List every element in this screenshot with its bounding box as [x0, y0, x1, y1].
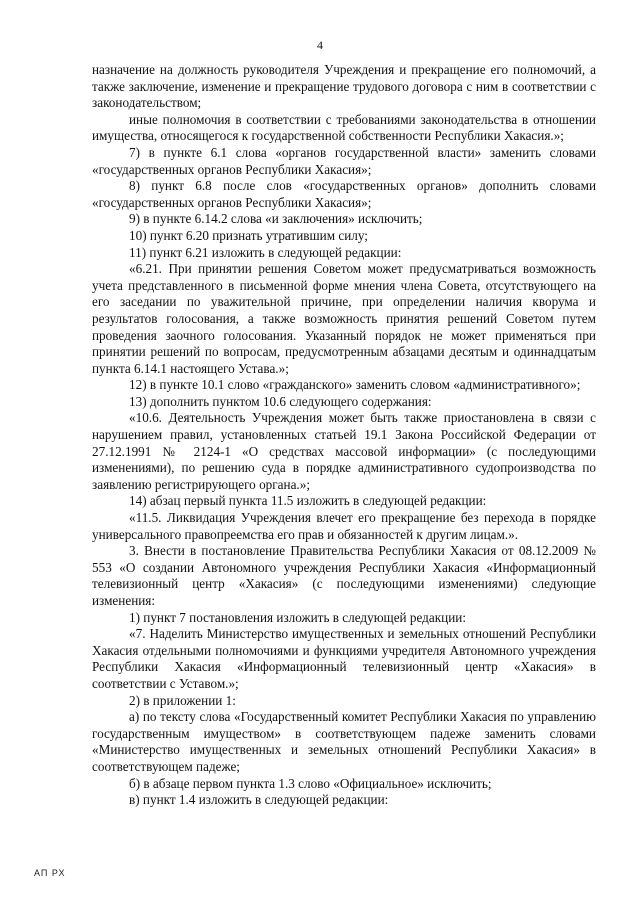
paragraph: 2) в приложении 1: [129, 692, 236, 708]
paragraph: назначение на должность руководителя Учреждения и прекращение его полномочий, а также заключение, изменение и прекращение трудового договора с ним в соответствии с законодательством; [92, 62, 596, 111]
paragraph: 10) пункт 6.20 признать утратившим силу; [129, 227, 368, 243]
paragraph: 11) пункт 6.21 изложить в следующей редакции: [129, 244, 402, 260]
paragraph: 8) пункт 6.8 после слов «государственных органов» дополнить словами «государственных органов Республики Хакасия»; [92, 178, 596, 210]
paragraph: в) пункт 1.4 изложить в следующей редакции: [129, 792, 389, 808]
paragraph: б) в абзаце первом пункта 1.3 слово «Официальное» исключить; [129, 775, 492, 791]
paragraph: «6.21. При принятии решения Советом может предусматриваться возможность учета представленного в письменной форме мнения члена Совета, отсутствующего на его заседании по уважительной причине, при определении наличия кворума и результатов голосования, а также возможность принятия решений Советом путем проведения заочного голосования. Указанный порядок не может применяться при принятии решений по вопросам, предусмотренным абзацами десятым и одиннадцатым пункта 6.14.1 настоящего Устава.»; [92, 261, 596, 376]
paragraph: 1) пункт 7 постановления изложить в следующей редакции: [129, 609, 466, 625]
paragraph: 13) дополнить пунктом 10.6 следующего содержания: [129, 393, 432, 409]
paragraph: 12) в пункте 10.1 слово «гражданского» заменить словом «административного»; [129, 377, 581, 393]
paragraph: 3. Внести в постановление Правительства Республики Хакасия от 08.12.2009 № 553 «О создании Автономного учреждения Республики Хакасия «Информационный телевизионный центр «Хакасия» (с последующими изменениями) следующие изменения: [92, 543, 596, 608]
paragraph: «10.6. Деятельность Учреждения может быть также приостановлена в связи с нарушением правил, установленных статьей 19.1 Закона Российской Федерации от 27.12.1991 № 2124-1 «О средствах массовой информации» (с последующими изменениями), по решению суда в порядке административного судопроизводства по заявлению регистрирующего органа.»; [92, 410, 596, 492]
paragraph: 14) абзац первый пункта 11.5 изложить в следующей редакции: [129, 493, 487, 509]
paragraph: а) по тексту слова «Государственный комитет Республики Хакасия по управлению государственным имуществом» в соответствующем падеже заменить словами «Министерство имущественных и земельных отношений Республики Хакасия» в соответствующем падеже; [92, 709, 596, 774]
paragraph: 7) в пункте 6.1 слова «органов государственной власти» заменить словами «государственных органов Республики Хакасия»; [92, 144, 596, 177]
paragraph: 9) в пункте 6.14.2 слова «и заключения» исключить; [129, 211, 423, 227]
document-body [92, 62, 596, 809]
paragraph: «11.5. Ликвидация Учреждения влечет его прекращение без перехода в порядке универсального правопреемства его прав и обязанностей к другим лицам.». [92, 510, 596, 542]
page-number: 4 [317, 38, 323, 52]
paragraph: иные полномочия в соответствии с требованиями законодательства в отношении имущества, относящегося к государственной собственности Республики Хакасия.»; [92, 111, 596, 144]
paragraph: «7. Наделить Министерство имущественных и земельных отношений Республики Хакасия отдельными полномочиями и функциями учредителя Автономного учреждения Республики Хакасия «Информационный телевизионный центр «Хакасия» в соответствии с Уставом.»; [92, 626, 596, 691]
footer-mark: АП РХ [34, 868, 66, 878]
